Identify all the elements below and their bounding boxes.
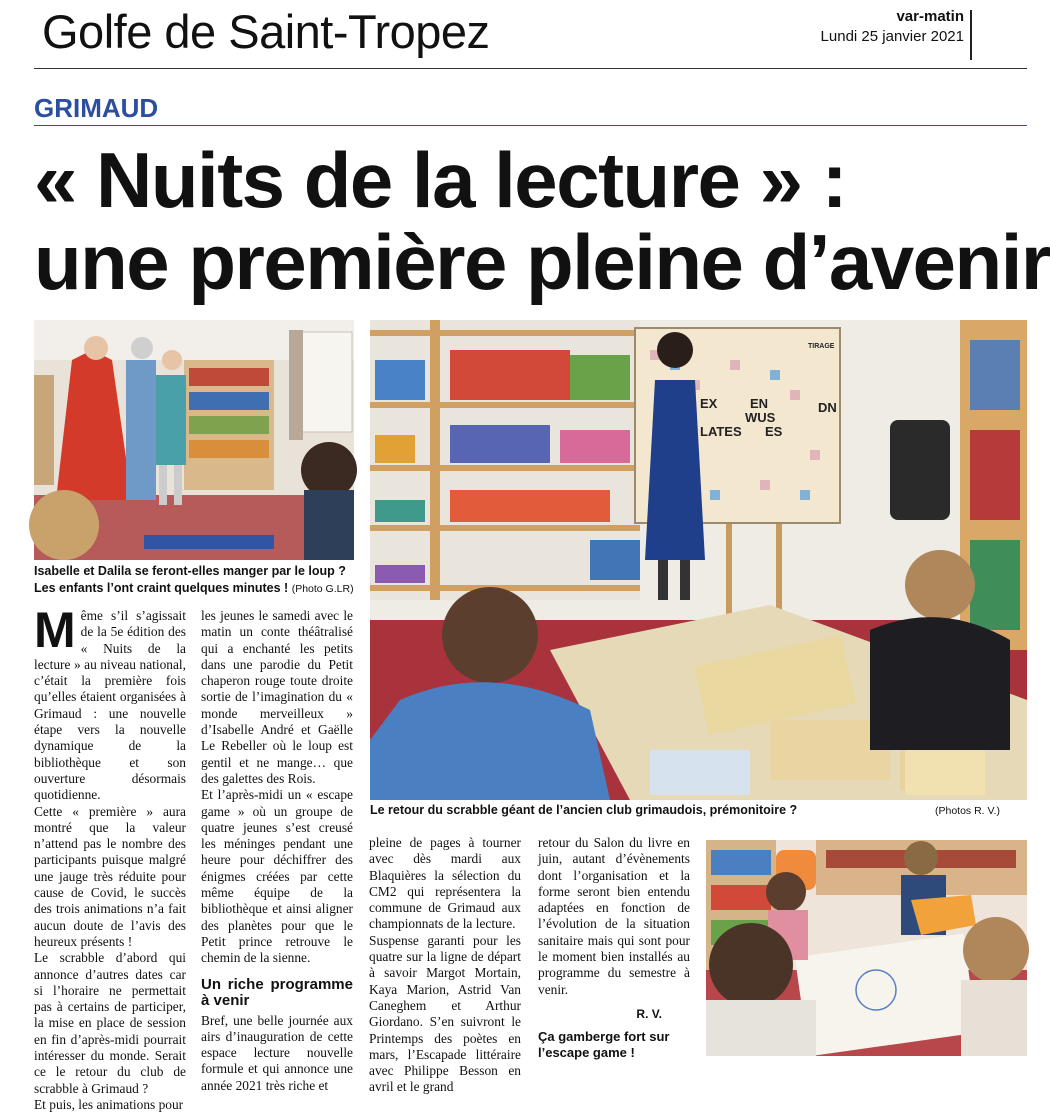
headline-line-1: « Nuits de la lecture » : bbox=[34, 136, 847, 224]
section-title: Golfe de Saint-Tropez bbox=[42, 5, 490, 58]
article-paragraph-8: pleine de pages à tourner avec dès mardi aux Blaquières la sélection du CM2 qui représentera la commune de Grimaud aux championnats de la lecture. bbox=[369, 835, 521, 932]
article-column-3 bbox=[369, 835, 521, 1096]
board-tirage: TIRAGE bbox=[808, 343, 835, 350]
article-column-4 bbox=[538, 835, 690, 1022]
article-column-1 bbox=[34, 602, 186, 1113]
article-subhead: Un riche programme à venir bbox=[201, 975, 353, 1009]
photo-scrabble-caption: Le retour du scrabble géant de l’ancien club grimaudois, prémonitoire ? bbox=[370, 803, 798, 817]
article-paragraph-10: retour du Salon du livre en juin, autant d’évènements dont l’organisation et la forme seront bien entendu adaptées en fonction de l’évolution de la situation sanitaire mais qui sont pour le moment bien installés au programme du semestre à venir. bbox=[538, 835, 690, 997]
photo-theatre bbox=[34, 320, 354, 560]
article-paragraph-1: ême s’il s’agissait de la 5e édition des « Nuits de la lecture » au niveau national, c’était la première fois qu’elles étaient organisées à Grimaud : une nouvelle étape vers la nouvelle dynamique de la bibliothèque et son ouverture désormais quotidienne. bbox=[34, 608, 186, 803]
article-signature: R. V. bbox=[636, 1006, 662, 1021]
top-rule bbox=[34, 68, 1027, 69]
caption-line-2: Les enfants l’ont craint quelques minutes ! bbox=[34, 581, 289, 595]
rubric-rule bbox=[34, 125, 1027, 126]
dropcap: M bbox=[34, 602, 76, 658]
board-word-3: WUS bbox=[745, 410, 776, 425]
newspaper-name: var-matin bbox=[896, 8, 964, 25]
photo-escape-illustration bbox=[706, 840, 1027, 1056]
rubric-town: GRIMAUD bbox=[34, 93, 159, 123]
article-paragraph-3: Le scrabble d’abord qui annonce d’autres dates car si l’horaire ne permettait pas à certains de participer, la mise en place de session en fin d’après-midi pourrait intéresser du monde. Serait ce le retour du club de scrabble à Grimaud ? bbox=[34, 950, 186, 1096]
header-divider bbox=[970, 10, 972, 60]
photo-escape-game bbox=[706, 840, 1027, 1056]
article-paragraph-4: Et puis, les animations pour bbox=[34, 1096, 184, 1112]
photo-theatre-illustration bbox=[34, 320, 354, 560]
headline-line-2: une première pleine d’avenir bbox=[34, 218, 1050, 306]
article-paragraph-7: Bref, une belle journée aux airs d’inauguration de cette espace lecture nouvelle formule et qui annonce une année 2021 très riche et bbox=[201, 1012, 353, 1093]
board-word-4: DN bbox=[818, 400, 837, 415]
photo-scrabble bbox=[370, 320, 1027, 800]
caption-line-1: Isabelle et Dalila se feront-elles manger par le loup ? bbox=[34, 564, 346, 578]
issue-date: Lundi 25 janvier 2021 bbox=[820, 28, 964, 45]
article-paragraph-9: Suspense garanti pour les quatre sur la ligne de départ à savoir Margot Mortain, Kaya Marion, Astrid Van Caneghem et Arthur Giordano. S’en suivront le Printemps des poètes en mars, l’Escapade littéraire avec Philippe Besson en avril et le grand bbox=[369, 932, 521, 1095]
photo-scrabble-credit: (Photos R. V.) bbox=[935, 805, 1000, 817]
article-column-2 bbox=[201, 608, 353, 1094]
board-word-6: ES bbox=[765, 424, 783, 439]
board-word-5: LATES bbox=[700, 424, 742, 439]
photo-scrabble-illustration bbox=[370, 320, 1027, 800]
board-word-1: EX bbox=[700, 396, 718, 411]
article-paragraph-6: Et l’après-midi un « escape game » où un groupe de quatre jeunes s’est creusé les méninges pendant une heure pour déchiffrer des énigmes créées par cette même équipe de la bibliothèque et ainsi aligner des planètes pour que le Petit prince retrouve le chemin de la sienne. bbox=[201, 787, 353, 966]
escape-game-caption: Ça gamberge fort sur l’escape game ! bbox=[538, 1029, 670, 1060]
board-word-2: EN bbox=[750, 396, 769, 411]
article-paragraph-5: les jeunes le samedi avec le matin un conte théâtralisé qui a enchanté les petits dans une parodie du Petit chaperon rouge toute droite sortie de l’imagination du « monde merveilleux » d’Isabelle André et Gaëlle Le Rebeller où le loup est gentil et ne mange… que des galettes des Rois. bbox=[201, 608, 353, 786]
photo-theatre-caption bbox=[34, 563, 364, 598]
article-paragraph-2: Cette « première » aura montré que la valeur n’attend pas le nombre des participants puisque malgré une jauge très réduite pour cause de Covid, le succès des trois animations n’a fait aucun doute de l’avis des heureux présents ! bbox=[34, 803, 186, 949]
photo-credit: (Photo G.LR) bbox=[291, 583, 354, 595]
